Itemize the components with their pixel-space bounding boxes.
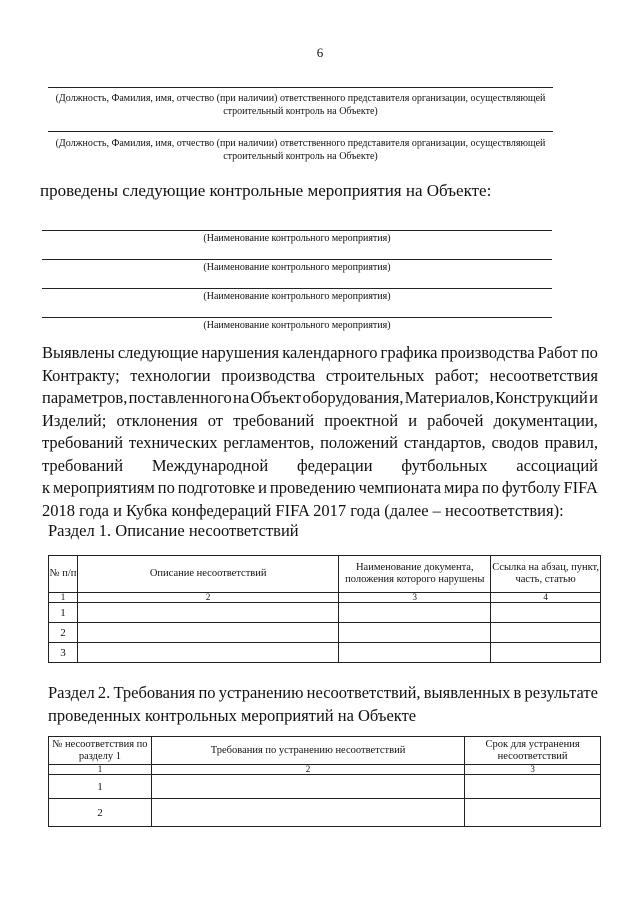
section2-title-line: проведенных контрольных мероприятий на Объекте [48, 705, 417, 725]
table-cell[interactable] [491, 603, 601, 623]
table-cell[interactable] [339, 623, 491, 643]
row-number: 1 [49, 775, 152, 799]
column-number-row: 1 2 3 [49, 765, 601, 775]
requirements-table [48, 736, 601, 827]
table-cell[interactable] [151, 799, 464, 827]
paragraph-line: Контракту; технологии производства строительных работ; несоответствия [42, 365, 598, 385]
nonconformity-table [48, 555, 601, 663]
violations-paragraph [42, 342, 598, 522]
table-row [49, 643, 601, 663]
representative-line-1 [48, 87, 553, 88]
table-cell[interactable] [465, 799, 601, 827]
measure-line-4 [42, 317, 552, 318]
paragraph-line: к мероприятиям по подготовке и проведению чемпионата мира по футболу FIFA [42, 478, 598, 497]
measure-line-3 [42, 288, 552, 289]
paragraph-line: 2018 года и Кубка конфедераций FIFA 2017 года (далее – несоответствия): [42, 500, 564, 520]
measure-caption-2: (Наименование контрольного мероприятия) [203, 262, 391, 273]
measure-line-1 [42, 230, 552, 231]
section2-title-line: Раздел 2. Требования по устранению несоответствий, выявленных в результате [48, 683, 598, 702]
measure-line-2 [42, 259, 552, 260]
header-cell: Описание несоответствий [77, 556, 338, 593]
measure-caption-3: (Наименование контрольного мероприятия) [203, 291, 391, 302]
page-number: 6 [316, 45, 324, 60]
representative-line-2 [48, 131, 553, 132]
header-cell: Срок для устранения несоответствий [465, 737, 601, 765]
table-row [49, 799, 601, 827]
paragraph-line: Выявлены следующие нарушения календарного графика производства Работ по [42, 343, 598, 362]
representative-caption-2: (Должность, Фамилия, имя, отчество (при наличии) ответственного представителя организации, осуществляющей строительный контроль на Объекте) [55, 138, 546, 162]
row-number: 3 [49, 643, 78, 663]
header-cell: № несоответствия по разделу 1 [49, 737, 152, 765]
table-header-row [49, 556, 601, 593]
section2-title [48, 682, 598, 727]
table-cell[interactable] [339, 643, 491, 663]
table-row [49, 603, 601, 623]
table-row [49, 775, 601, 799]
table-cell[interactable] [491, 643, 601, 663]
measure-caption-1: (Наименование контрольного мероприятия) [203, 233, 391, 244]
intro-text: проведены следующие контрольные мероприятия на Объекте: [40, 181, 492, 200]
paragraph-line: параметров, поставленного на Объект оборудования, Материалов, Конструкций и [42, 388, 598, 407]
header-cell: Требования по устранению несоответствий [151, 737, 464, 765]
paragraph-line: требований Международной федерации футбольных ассоциаций [42, 455, 598, 475]
table-cell[interactable] [465, 775, 601, 799]
table-row [49, 623, 601, 643]
section1-title: Раздел 1. Описание несоответствий [48, 521, 299, 540]
table-cell[interactable] [77, 643, 338, 663]
measure-caption-4: (Наименование контрольного мероприятия) [203, 320, 391, 331]
column-number-row: 1 2 3 4 [49, 593, 601, 603]
table-cell[interactable] [491, 623, 601, 643]
header-cell: № п/п [49, 556, 78, 593]
header-cell: Наименование документа, положения которого нарушены [339, 556, 491, 593]
paragraph-line: требований технических регламентов, положений стандартов, сводов правил, [42, 433, 598, 452]
paragraph-line: Изделий; отклонения от требований проектной и рабочей документации, [42, 410, 598, 430]
row-number: 1 [49, 603, 78, 623]
header-cell: Ссылка на абзац, пункт, часть, статью [491, 556, 601, 593]
table-cell[interactable] [77, 603, 338, 623]
table-cell[interactable] [339, 603, 491, 623]
representative-caption-1: (Должность, Фамилия, имя, отчество (при наличии) ответственного представителя организации, осуществляющей строительный контроль на Объекте) [55, 93, 546, 117]
table-cell[interactable] [77, 623, 338, 643]
row-number: 2 [49, 623, 78, 643]
table-cell[interactable] [151, 775, 464, 799]
row-number: 2 [49, 799, 152, 827]
table-header-row [49, 737, 601, 765]
